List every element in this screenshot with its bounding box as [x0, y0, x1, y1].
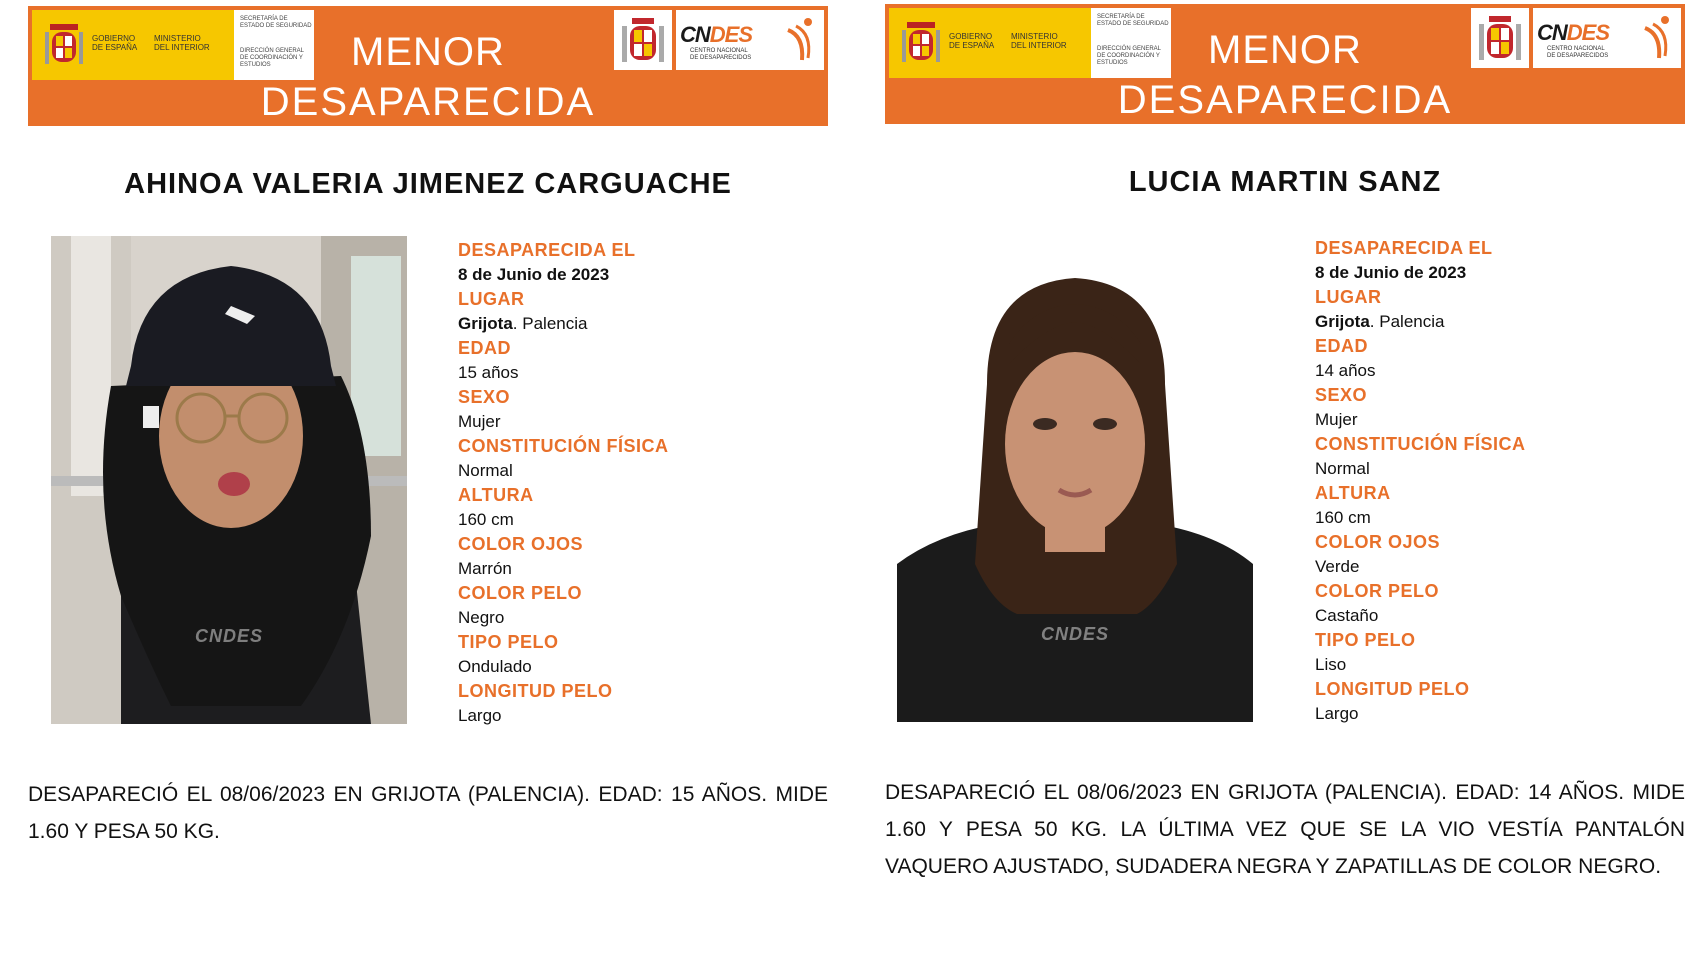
person-photo [51, 236, 407, 724]
value-place: Grijota. Palencia [458, 314, 588, 333]
poster-lucia [885, 0, 1685, 960]
label-hair-length: LONGITUD PELO [1315, 679, 1470, 699]
value-age: 15 años [458, 363, 519, 382]
direccion-text: DIRECCIÓN GENERAL DE COORDINACIÓN Y ESTUDIOS [240, 48, 304, 68]
gobierno-text: GOBIERNO DE ESPAÑA [92, 34, 138, 52]
label-sex: SEXO [1315, 385, 1368, 405]
title-line-1: MENOR [1208, 28, 1362, 72]
person-photo [897, 234, 1253, 722]
label-build: CONSTITUCIÓN FÍSICA [458, 436, 669, 456]
value-place: Grijota. Palencia [1315, 312, 1445, 331]
label-hair-type: TIPO PELO [1315, 630, 1416, 650]
cndes-subtitle: CENTRO NACIONAL DE DESAPARECIDOS [1547, 46, 1609, 59]
label-hair-color: COLOR PELO [1315, 581, 1440, 601]
person-name: LUCIA MARTIN SANZ [1128, 166, 1442, 198]
value-hair-color: Negro [458, 608, 505, 627]
description-text: DESAPARECIÓ EL 08/06/2023 EN GRIJOTA (PALENCIA). EDAD: 14 AÑOS. MIDE 1.60 Y PESA 50 KG. LA ÚLTIMA VEZ QUE SE LA VIO VESTÍA PANTALÓN VAQUERO AJUSTADO, SUDADERA NEGRA Y ZAPATILLAS DE COLOR NEGRO. [885, 781, 1685, 878]
photo-illustration [897, 234, 1253, 722]
value-build: Normal [458, 461, 513, 480]
description-text: DESAPARECIÓ EL 08/06/2023 EN GRIJOTA (PALENCIA). EDAD: 15 AÑOS. MIDE 1.60 Y PESA 50 KG. [28, 783, 828, 843]
label-hair-length: LONGITUD PELO [458, 681, 613, 701]
label-place: LUGAR [1315, 287, 1382, 307]
value-hair-color: Castaño [1315, 606, 1379, 625]
cndes-logo: CNDES [680, 22, 753, 47]
poster-header [28, 6, 828, 126]
title-line-2: DESAPARECIDA [1117, 78, 1453, 122]
value-hair-length: Largo [1315, 704, 1359, 723]
cndes-subtitle: CENTRO NACIONAL DE DESAPARECIDOS [690, 48, 752, 61]
label-hair-color: COLOR PELO [458, 583, 583, 603]
label-height: ALTURA [1315, 483, 1391, 503]
value-eyes: Marrón [458, 559, 512, 578]
label-date: DESAPARECIDA EL [458, 240, 636, 260]
label-age: EDAD [1315, 336, 1369, 356]
value-build: Normal [1315, 459, 1370, 478]
ministerio-text: MINISTERIO DEL INTERIOR [154, 34, 210, 52]
value-height: 160 cm [1315, 508, 1371, 527]
ministerio-text: MINISTERIO DEL INTERIOR [1011, 32, 1067, 50]
secretaria-text: SECRETARÍA DE ESTADO DE SEGURIDAD [1097, 14, 1169, 27]
label-height: ALTURA [458, 485, 534, 505]
secretaria-text: SECRETARÍA DE ESTADO DE SEGURIDAD [240, 16, 312, 29]
value-eyes: Verde [1315, 557, 1360, 576]
label-sex: SEXO [458, 387, 511, 407]
label-hair-type: TIPO PELO [458, 632, 559, 652]
label-eyes: COLOR OJOS [1315, 532, 1441, 552]
gobierno-text: GOBIERNO DE ESPAÑA [949, 32, 995, 50]
title-line-2: DESAPARECIDA [260, 80, 596, 124]
value-hair-type: Ondulado [458, 657, 532, 676]
value-date: 8 de Junio de 2023 [1315, 263, 1467, 282]
value-sex: Mujer [458, 412, 501, 431]
cndes-watermark: CNDES [1040, 624, 1109, 644]
value-age: 14 años [1315, 361, 1376, 380]
direccion-text: DIRECCIÓN GENERAL DE COORDINACIÓN Y ESTUDIOS [1097, 46, 1161, 66]
person-name: AHINOA VALERIA JIMENEZ CARGUACHE [124, 168, 732, 200]
person-details [458, 238, 818, 728]
label-build: CONSTITUCIÓN FÍSICA [1315, 434, 1526, 454]
poster-header [885, 4, 1685, 124]
label-age: EDAD [458, 338, 512, 358]
person-details [1315, 236, 1675, 726]
label-date: DESAPARECIDA EL [1315, 238, 1493, 258]
label-place: LUGAR [458, 289, 525, 309]
value-sex: Mujer [1315, 410, 1358, 429]
value-hair-type: Liso [1315, 655, 1347, 674]
poster-ahinoa [28, 0, 828, 960]
cndes-watermark: CNDES [194, 626, 263, 646]
cndes-logo: CNDES [1537, 20, 1610, 45]
value-hair-length: Largo [458, 706, 502, 725]
label-eyes: COLOR OJOS [458, 534, 584, 554]
photo-illustration [51, 236, 407, 724]
value-height: 160 cm [458, 510, 514, 529]
title-line-1: MENOR [351, 30, 505, 74]
value-date: 8 de Junio de 2023 [458, 265, 610, 284]
